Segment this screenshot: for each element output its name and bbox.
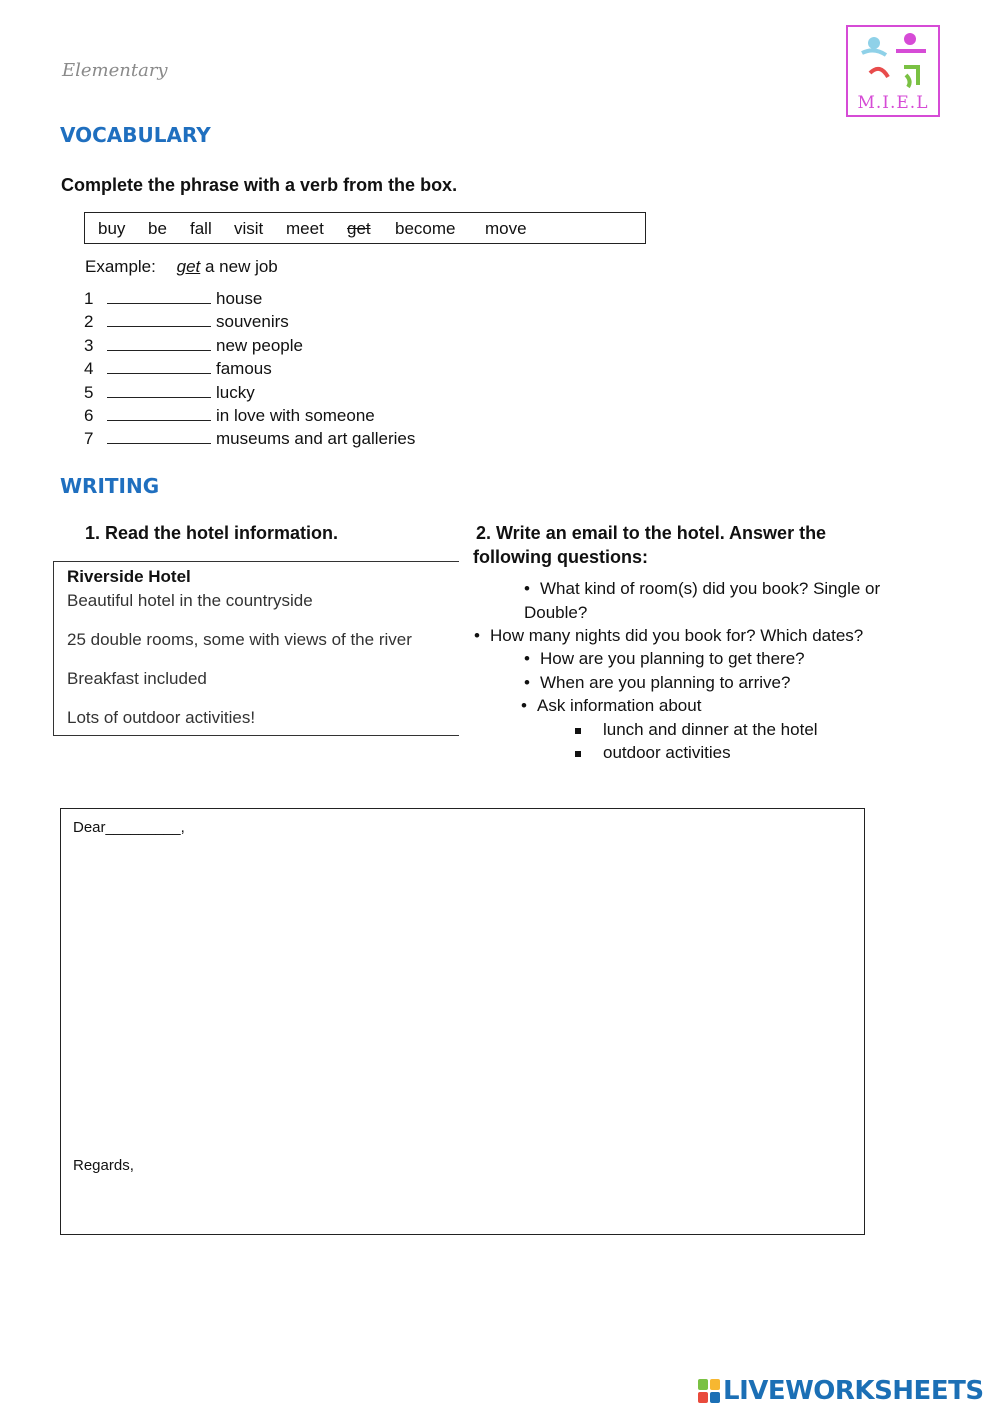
bullet-icon: • [474,626,480,645]
vocabulary-title: VOCABULARY [60,123,211,147]
task1-heading: 1. Read the hotel information. [85,523,339,543]
bullet-icon: • [524,649,530,668]
question-text: How are you planning to get there? [540,649,805,668]
bullet-icon: • [524,673,530,692]
item-phrase: lucky [216,383,255,402]
liveworksheets-brand: LIVEWORKSHEETS [723,1376,984,1406]
example-label: Example: [85,257,156,276]
item-phrase: in love with someone [216,406,375,425]
email-closing: Regards, [73,1157,134,1174]
word-fall: fall [190,219,212,238]
question-text: How many nights did you book for? Which dates? [490,626,864,645]
word-become: become [395,219,456,238]
vocabulary-instruction: Complete the phrase with a verb from the box. [61,175,458,195]
question-item [521,696,701,716]
answer-blank[interactable] [107,312,211,327]
writing-title: WRITING [60,474,160,498]
item-phrase: new people [216,336,303,355]
item-number: 5 [84,383,94,402]
item-phrase: house [216,289,263,308]
example-word: get [176,257,201,276]
item-phrase: souvenirs [216,312,289,331]
email-answer-box[interactable] [60,808,865,1235]
logo-figures-icon [848,29,938,95]
question-text: What kind of room(s) did you book? Single or [540,579,881,598]
hotel-line: 25 double rooms, some with views of the river [67,630,412,649]
logo-text: M.I.E.L [857,93,929,113]
item-number: 7 [84,429,94,448]
list-item [84,359,272,379]
item-number: 2 [84,312,94,331]
list-item [84,289,262,309]
word-buy: buy [98,219,126,238]
sub-question-item [575,743,731,763]
hotel-line: Lots of outdoor activities! [67,708,256,727]
question-item [524,649,805,669]
example-line [85,257,278,277]
list-item [84,429,415,449]
item-number: 4 [84,359,94,378]
item-number: 3 [84,336,94,355]
word-visit: visit [234,219,264,238]
hotel-line: Breakfast included [67,669,207,688]
question-text: Ask information about [537,696,702,715]
square-bullet-icon [575,728,581,734]
task2-heading-line1: 2. Write an email to the hotel. Answer the [476,523,827,543]
answer-blank[interactable] [107,336,211,351]
word-meet: meet [286,219,324,238]
bullet-icon: • [524,579,530,598]
item-phrase: famous [216,359,272,378]
item-number: 6 [84,406,94,425]
hotel-info-box [53,561,459,736]
level-label: Elementary [62,60,168,81]
square-bullet-icon [575,751,581,757]
question-text: lunch and dinner at the hotel [603,720,818,739]
question-text: outdoor activities [603,743,731,762]
example-rest: a new job [204,257,278,276]
answer-blank[interactable] [107,406,211,421]
email-greeting: Dear_________, [73,819,185,836]
answer-blank[interactable] [107,289,211,304]
item-number: 1 [84,289,94,308]
miel-logo [846,25,940,117]
question-continuation: Double? [524,603,588,622]
hotel-name: Riverside Hotel [67,567,191,586]
list-item [84,312,289,332]
list-item [84,406,375,426]
sub-question-item [575,720,818,740]
answer-blank[interactable] [107,359,211,374]
word-move: move [485,219,527,238]
answer-blank[interactable] [107,429,211,444]
list-item [84,383,255,403]
word-be: be [148,219,167,238]
question-item [474,626,863,646]
list-item [84,336,303,356]
item-phrase: museums and art galleries [216,429,416,448]
answer-blank[interactable] [107,383,211,398]
liveworksheets-logo-icon [698,1379,720,1403]
question-text: When are you planning to arrive? [540,673,791,692]
question-item [524,673,790,693]
bullet-icon: • [521,696,527,715]
question-item [524,579,880,599]
word-box [84,212,646,244]
liveworksheets-footer [698,1376,984,1406]
task2-heading-line2: following questions: [473,547,648,567]
hotel-line: Beautiful hotel in the countryside [67,591,313,610]
word-get-struck: get [347,219,371,238]
